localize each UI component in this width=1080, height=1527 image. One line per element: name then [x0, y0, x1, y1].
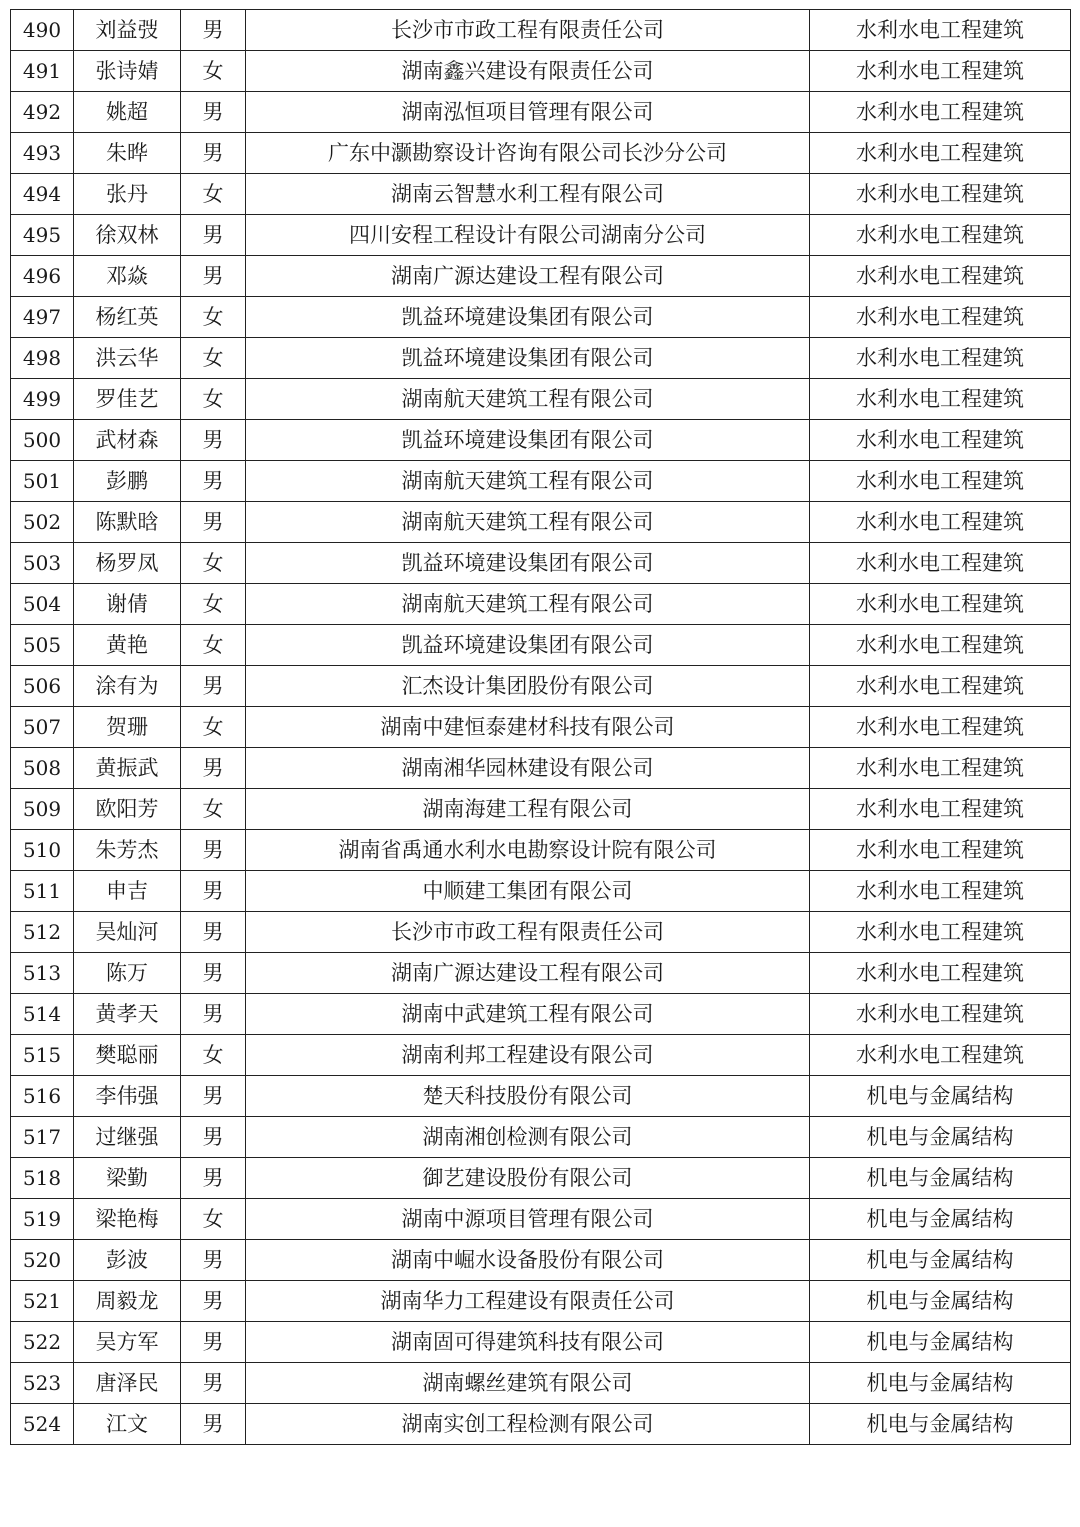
cell-specialty: 机电与金属结构 [810, 1281, 1071, 1322]
cell-specialty: 机电与金属结构 [810, 1076, 1071, 1117]
cell-number: 515 [11, 1035, 74, 1076]
cell-name: 江文 [74, 1404, 181, 1445]
cell-name: 申吉 [74, 871, 181, 912]
cell-number: 509 [11, 789, 74, 830]
cell-specialty: 水利水电工程建筑 [810, 256, 1071, 297]
table-row [11, 1076, 1071, 1117]
cell-gender: 女 [181, 174, 246, 215]
cell-specialty: 水利水电工程建筑 [810, 461, 1071, 502]
table-row [11, 1363, 1071, 1404]
cell-specialty: 水利水电工程建筑 [810, 133, 1071, 174]
cell-number: 504 [11, 584, 74, 625]
cell-name: 李伟强 [74, 1076, 181, 1117]
cell-gender: 男 [181, 133, 246, 174]
table-row [11, 748, 1071, 789]
cell-company: 凯益环境建设集团有限公司 [246, 543, 810, 584]
cell-number: 500 [11, 420, 74, 461]
cell-number: 510 [11, 830, 74, 871]
cell-number: 512 [11, 912, 74, 953]
table-row [11, 707, 1071, 748]
cell-gender: 男 [181, 420, 246, 461]
cell-company: 长沙市市政工程有限责任公司 [246, 912, 810, 953]
cell-gender: 男 [181, 1117, 246, 1158]
cell-number: 520 [11, 1240, 74, 1281]
table-row [11, 584, 1071, 625]
cell-number: 518 [11, 1158, 74, 1199]
cell-name: 黄孝天 [74, 994, 181, 1035]
cell-company: 湖南云智慧水利工程有限公司 [246, 174, 810, 215]
cell-company: 湖南鑫兴建设有限责任公司 [246, 51, 810, 92]
cell-number: 511 [11, 871, 74, 912]
cell-specialty: 水利水电工程建筑 [810, 871, 1071, 912]
cell-name: 武材森 [74, 420, 181, 461]
cell-specialty: 水利水电工程建筑 [810, 953, 1071, 994]
cell-company: 湖南泓恒项目管理有限公司 [246, 92, 810, 133]
cell-gender: 女 [181, 297, 246, 338]
cell-specialty: 水利水电工程建筑 [810, 543, 1071, 584]
cell-number: 523 [11, 1363, 74, 1404]
cell-number: 506 [11, 666, 74, 707]
table-row [11, 543, 1071, 584]
cell-company: 湖南固可得建筑科技有限公司 [246, 1322, 810, 1363]
cell-number: 521 [11, 1281, 74, 1322]
cell-name: 唐泽民 [74, 1363, 181, 1404]
cell-number: 490 [11, 10, 74, 51]
table-row [11, 174, 1071, 215]
table-row [11, 420, 1071, 461]
cell-company: 凯益环境建设集团有限公司 [246, 338, 810, 379]
cell-number: 494 [11, 174, 74, 215]
cell-gender: 男 [181, 1322, 246, 1363]
cell-number: 491 [11, 51, 74, 92]
table-row [11, 1240, 1071, 1281]
cell-name: 梁勤 [74, 1158, 181, 1199]
cell-company: 四川安程工程设计有限公司湖南分公司 [246, 215, 810, 256]
cell-company: 中顺建工集团有限公司 [246, 871, 810, 912]
cell-company: 凯益环境建设集团有限公司 [246, 420, 810, 461]
cell-specialty: 水利水电工程建筑 [810, 584, 1071, 625]
cell-gender: 男 [181, 10, 246, 51]
cell-number: 502 [11, 502, 74, 543]
cell-company: 湖南航天建筑工程有限公司 [246, 502, 810, 543]
cell-specialty: 水利水电工程建筑 [810, 502, 1071, 543]
cell-specialty: 机电与金属结构 [810, 1117, 1071, 1158]
cell-gender: 女 [181, 338, 246, 379]
cell-specialty: 水利水电工程建筑 [810, 994, 1071, 1035]
cell-number: 495 [11, 215, 74, 256]
cell-number: 503 [11, 543, 74, 584]
cell-company: 湖南航天建筑工程有限公司 [246, 379, 810, 420]
cell-number: 522 [11, 1322, 74, 1363]
cell-gender: 男 [181, 953, 246, 994]
cell-name: 樊聪丽 [74, 1035, 181, 1076]
cell-gender: 女 [181, 584, 246, 625]
cell-specialty: 水利水电工程建筑 [810, 174, 1071, 215]
cell-name: 杨红英 [74, 297, 181, 338]
cell-gender: 女 [181, 789, 246, 830]
cell-company: 湖南航天建筑工程有限公司 [246, 584, 810, 625]
cell-name: 黄振武 [74, 748, 181, 789]
cell-gender: 女 [181, 51, 246, 92]
cell-gender: 男 [181, 1404, 246, 1445]
cell-specialty: 机电与金属结构 [810, 1363, 1071, 1404]
cell-specialty: 水利水电工程建筑 [810, 420, 1071, 461]
cell-specialty: 机电与金属结构 [810, 1322, 1071, 1363]
cell-gender: 男 [181, 461, 246, 502]
cell-name: 罗佳艺 [74, 379, 181, 420]
table-row [11, 625, 1071, 666]
cell-company: 广东中灏勘察设计咨询有限公司长沙分公司 [246, 133, 810, 174]
cell-name: 涂有为 [74, 666, 181, 707]
cell-number: 498 [11, 338, 74, 379]
table-row [11, 666, 1071, 707]
table-row [11, 379, 1071, 420]
cell-gender: 男 [181, 871, 246, 912]
table-row [11, 912, 1071, 953]
cell-number: 497 [11, 297, 74, 338]
cell-company: 凯益环境建设集团有限公司 [246, 297, 810, 338]
cell-name: 张诗婧 [74, 51, 181, 92]
cell-gender: 女 [181, 1199, 246, 1240]
cell-name: 贺珊 [74, 707, 181, 748]
cell-number: 516 [11, 1076, 74, 1117]
cell-company: 汇杰设计集团股份有限公司 [246, 666, 810, 707]
cell-name: 徐双林 [74, 215, 181, 256]
cell-number: 513 [11, 953, 74, 994]
table-row [11, 133, 1071, 174]
cell-number: 493 [11, 133, 74, 174]
cell-specialty: 水利水电工程建筑 [810, 338, 1071, 379]
cell-gender: 男 [181, 830, 246, 871]
cell-specialty: 水利水电工程建筑 [810, 92, 1071, 133]
cell-name: 姚超 [74, 92, 181, 133]
cell-number: 524 [11, 1404, 74, 1445]
cell-company: 湖南华力工程建设有限责任公司 [246, 1281, 810, 1322]
roster-table-body [11, 10, 1071, 1445]
cell-gender: 男 [181, 256, 246, 297]
roster-table-container [10, 9, 1070, 1445]
cell-company: 湖南实创工程检测有限公司 [246, 1404, 810, 1445]
cell-name: 杨罗凤 [74, 543, 181, 584]
cell-company: 凯益环境建设集团有限公司 [246, 625, 810, 666]
cell-company: 湖南中建恒泰建材科技有限公司 [246, 707, 810, 748]
cell-specialty: 水利水电工程建筑 [810, 379, 1071, 420]
cell-number: 492 [11, 92, 74, 133]
cell-company: 湖南湘华园林建设有限公司 [246, 748, 810, 789]
table-row [11, 215, 1071, 256]
cell-name: 周毅龙 [74, 1281, 181, 1322]
cell-number: 501 [11, 461, 74, 502]
cell-specialty: 水利水电工程建筑 [810, 1035, 1071, 1076]
cell-specialty: 机电与金属结构 [810, 1240, 1071, 1281]
cell-specialty: 机电与金属结构 [810, 1158, 1071, 1199]
cell-gender: 女 [181, 1035, 246, 1076]
cell-name: 梁艳梅 [74, 1199, 181, 1240]
cell-company: 湖南航天建筑工程有限公司 [246, 461, 810, 502]
cell-company: 湖南省禹通水利水电勘察设计院有限公司 [246, 830, 810, 871]
table-row [11, 1035, 1071, 1076]
cell-company: 湖南湘创检测有限公司 [246, 1117, 810, 1158]
table-row [11, 953, 1071, 994]
cell-name: 过继强 [74, 1117, 181, 1158]
cell-specialty: 水利水电工程建筑 [810, 912, 1071, 953]
cell-specialty: 水利水电工程建筑 [810, 215, 1071, 256]
cell-specialty: 水利水电工程建筑 [810, 10, 1071, 51]
cell-name: 吴方军 [74, 1322, 181, 1363]
cell-company: 湖南中崛水设备股份有限公司 [246, 1240, 810, 1281]
cell-specialty: 机电与金属结构 [810, 1199, 1071, 1240]
cell-gender: 女 [181, 543, 246, 584]
cell-gender: 男 [181, 1281, 246, 1322]
cell-number: 508 [11, 748, 74, 789]
cell-name: 吴灿河 [74, 912, 181, 953]
cell-name: 黄艳 [74, 625, 181, 666]
cell-gender: 女 [181, 625, 246, 666]
cell-gender: 男 [181, 215, 246, 256]
cell-company: 湖南广源达建设工程有限公司 [246, 256, 810, 297]
cell-name: 彭波 [74, 1240, 181, 1281]
cell-company: 长沙市市政工程有限责任公司 [246, 10, 810, 51]
cell-company: 楚天科技股份有限公司 [246, 1076, 810, 1117]
cell-gender: 男 [181, 666, 246, 707]
cell-company: 御艺建设股份有限公司 [246, 1158, 810, 1199]
table-row [11, 92, 1071, 133]
table-row [11, 338, 1071, 379]
cell-gender: 男 [181, 502, 246, 543]
cell-name: 陈默晗 [74, 502, 181, 543]
cell-number: 514 [11, 994, 74, 1035]
table-row [11, 1158, 1071, 1199]
table-row [11, 871, 1071, 912]
table-row [11, 994, 1071, 1035]
cell-specialty: 水利水电工程建筑 [810, 748, 1071, 789]
cell-specialty: 水利水电工程建筑 [810, 666, 1071, 707]
cell-gender: 男 [181, 1158, 246, 1199]
table-row [11, 789, 1071, 830]
table-row [11, 1404, 1071, 1445]
cell-name: 张丹 [74, 174, 181, 215]
cell-number: 519 [11, 1199, 74, 1240]
cell-company: 湖南利邦工程建设有限公司 [246, 1035, 810, 1076]
cell-name: 谢倩 [74, 584, 181, 625]
cell-company: 湖南广源达建设工程有限公司 [246, 953, 810, 994]
cell-number: 517 [11, 1117, 74, 1158]
cell-name: 洪云华 [74, 338, 181, 379]
roster-table [10, 9, 1071, 1445]
cell-specialty: 机电与金属结构 [810, 1404, 1071, 1445]
cell-specialty: 水利水电工程建筑 [810, 51, 1071, 92]
cell-gender: 男 [181, 1240, 246, 1281]
table-row [11, 1199, 1071, 1240]
cell-specialty: 水利水电工程建筑 [810, 830, 1071, 871]
table-row [11, 297, 1071, 338]
cell-specialty: 水利水电工程建筑 [810, 297, 1071, 338]
cell-company: 湖南中源项目管理有限公司 [246, 1199, 810, 1240]
cell-name: 陈万 [74, 953, 181, 994]
table-row [11, 461, 1071, 502]
cell-gender: 男 [181, 92, 246, 133]
table-row [11, 256, 1071, 297]
cell-name: 邓焱 [74, 256, 181, 297]
table-row [11, 830, 1071, 871]
table-row [11, 51, 1071, 92]
cell-gender: 男 [181, 1076, 246, 1117]
table-row [11, 502, 1071, 543]
table-row [11, 10, 1071, 51]
cell-gender: 女 [181, 379, 246, 420]
cell-company: 湖南螺丝建筑有限公司 [246, 1363, 810, 1404]
cell-number: 505 [11, 625, 74, 666]
cell-gender: 男 [181, 912, 246, 953]
cell-gender: 男 [181, 748, 246, 789]
table-row [11, 1322, 1071, 1363]
cell-name: 彭鹏 [74, 461, 181, 502]
cell-specialty: 水利水电工程建筑 [810, 707, 1071, 748]
cell-gender: 女 [181, 707, 246, 748]
table-row [11, 1281, 1071, 1322]
cell-gender: 男 [181, 1363, 246, 1404]
cell-number: 507 [11, 707, 74, 748]
cell-name: 朱芳杰 [74, 830, 181, 871]
cell-gender: 男 [181, 994, 246, 1035]
cell-specialty: 水利水电工程建筑 [810, 789, 1071, 830]
cell-name: 刘益弢 [74, 10, 181, 51]
cell-specialty: 水利水电工程建筑 [810, 625, 1071, 666]
cell-name: 朱晔 [74, 133, 181, 174]
cell-number: 496 [11, 256, 74, 297]
cell-company: 湖南中武建筑工程有限公司 [246, 994, 810, 1035]
cell-company: 湖南海建工程有限公司 [246, 789, 810, 830]
table-row [11, 1117, 1071, 1158]
cell-number: 499 [11, 379, 74, 420]
cell-name: 欧阳芳 [74, 789, 181, 830]
